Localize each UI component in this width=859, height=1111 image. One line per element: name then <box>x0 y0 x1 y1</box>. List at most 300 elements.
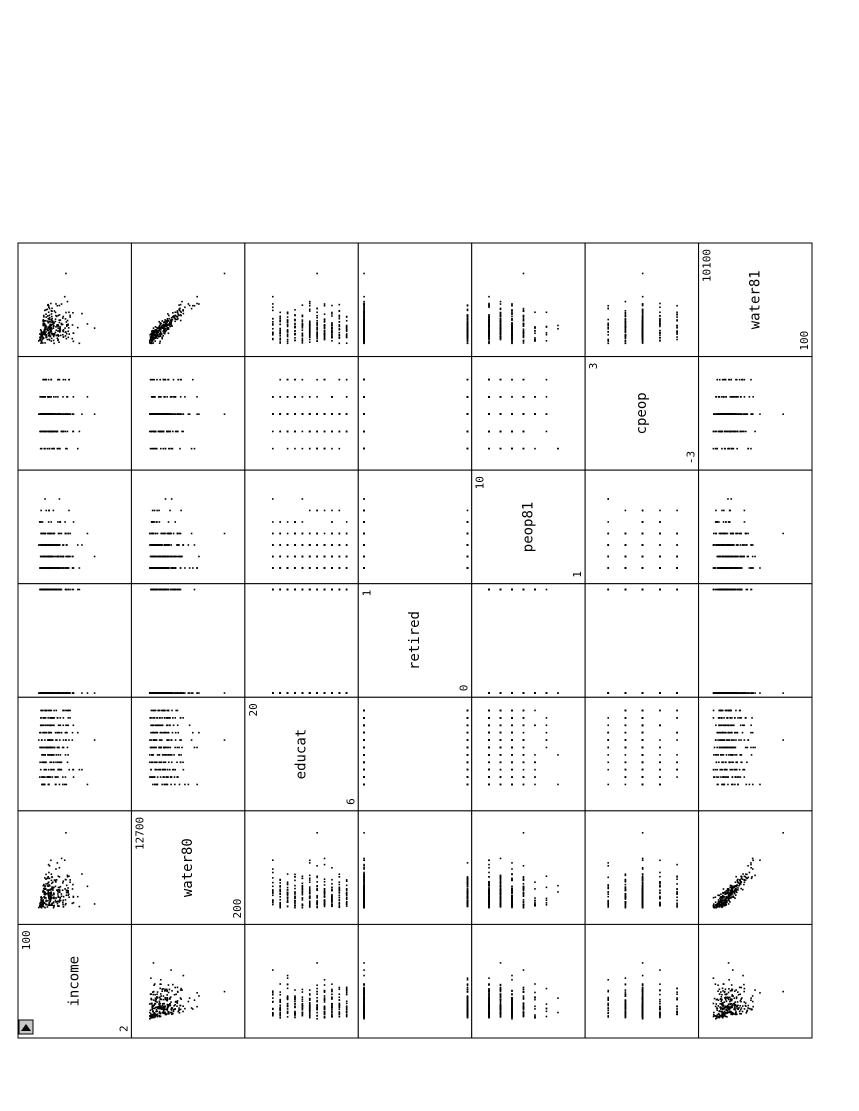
data-point <box>164 333 166 335</box>
matrix-cell <box>585 924 698 1038</box>
data-point <box>157 335 159 337</box>
data-point <box>331 332 333 334</box>
data-point <box>192 305 194 307</box>
data-point <box>44 448 46 450</box>
matrix-cell <box>245 243 358 357</box>
data-point <box>625 533 627 535</box>
data-point <box>729 431 731 433</box>
data-point <box>467 338 469 340</box>
data-point <box>309 305 311 307</box>
data-point <box>316 331 318 333</box>
data-point <box>51 589 53 591</box>
data-point <box>47 533 49 535</box>
data-point <box>324 556 326 558</box>
data-point <box>642 317 644 319</box>
data-point <box>467 341 469 343</box>
data-point <box>534 326 536 328</box>
data-point <box>738 413 740 415</box>
data-point <box>642 331 644 333</box>
data-point <box>157 533 159 535</box>
data-point <box>175 431 177 433</box>
data-point <box>346 413 348 415</box>
data-point <box>534 332 536 334</box>
data-point <box>272 306 274 308</box>
data-point <box>744 521 746 523</box>
data-point <box>718 521 720 523</box>
data-point <box>625 326 627 328</box>
data-point <box>739 431 741 433</box>
data-point <box>152 396 154 398</box>
data-point <box>625 312 627 314</box>
data-point <box>749 567 751 569</box>
data-point <box>72 338 74 340</box>
data-point <box>523 325 525 327</box>
data-point <box>159 326 161 328</box>
data-point <box>642 327 644 329</box>
data-point <box>676 305 678 307</box>
data-point <box>659 334 661 336</box>
data-point <box>53 396 55 398</box>
data-point <box>151 331 153 333</box>
data-point <box>177 310 179 312</box>
data-point <box>67 337 69 339</box>
data-point <box>363 296 365 298</box>
data-point <box>607 323 609 325</box>
data-point <box>161 431 163 433</box>
data-point <box>721 448 723 450</box>
data-point <box>607 340 609 342</box>
data-point <box>68 379 70 381</box>
data-point <box>196 296 198 298</box>
data-point <box>363 379 365 381</box>
data-point <box>747 533 749 535</box>
data-point <box>625 310 627 312</box>
data-point <box>48 339 50 341</box>
data-point <box>160 324 162 326</box>
data-point <box>725 396 727 398</box>
data-point <box>309 325 311 327</box>
data-point <box>607 339 609 341</box>
data-point <box>51 316 53 318</box>
variable-label: water80 <box>180 838 197 898</box>
data-point <box>158 396 160 398</box>
data-point <box>316 567 318 569</box>
data-point <box>331 396 333 398</box>
data-point <box>272 533 274 535</box>
data-point <box>64 413 66 415</box>
data-point <box>67 533 69 535</box>
data-point <box>224 413 226 415</box>
data-point <box>511 309 513 311</box>
data-point <box>61 533 63 535</box>
data-point <box>79 431 81 433</box>
data-point <box>156 510 158 512</box>
data-point <box>729 379 731 381</box>
data-point <box>169 431 171 433</box>
data-point <box>720 431 722 433</box>
data-point <box>184 396 186 398</box>
data-point <box>175 567 177 569</box>
data-point <box>168 556 170 558</box>
data-point <box>272 333 274 335</box>
data-point <box>309 330 311 332</box>
data-point <box>745 413 747 415</box>
data-point <box>66 448 68 450</box>
data-point <box>740 533 742 535</box>
data-point <box>45 334 47 336</box>
data-point <box>339 337 341 339</box>
data-point <box>41 533 43 535</box>
data-point <box>467 321 469 323</box>
data-point <box>153 379 155 381</box>
data-point <box>736 533 738 535</box>
data-point <box>57 567 59 569</box>
data-point <box>161 320 163 322</box>
data-point <box>272 413 274 415</box>
data-point <box>316 448 318 450</box>
data-point <box>184 567 186 569</box>
data-point <box>488 315 490 317</box>
data-point <box>46 326 48 328</box>
data-point <box>287 322 289 324</box>
data-point <box>196 413 198 415</box>
data-point <box>160 567 162 569</box>
data-point <box>149 533 151 535</box>
data-point <box>166 323 168 325</box>
data-point <box>43 544 45 546</box>
data-point <box>42 319 44 321</box>
data-point <box>149 544 151 546</box>
data-point <box>523 308 525 310</box>
matrix-cell <box>131 584 244 698</box>
data-point <box>287 413 289 415</box>
data-point <box>45 544 47 546</box>
data-point <box>62 316 64 318</box>
variable-min-label: 200 <box>230 898 244 919</box>
matrix-cell <box>585 584 698 698</box>
data-point <box>178 304 180 306</box>
data-point <box>66 333 68 335</box>
data-point <box>309 337 311 339</box>
data-point <box>642 556 644 558</box>
data-point <box>87 533 89 535</box>
data-point <box>488 324 490 326</box>
data-point <box>331 327 333 329</box>
data-point <box>747 448 749 450</box>
data-point <box>153 413 155 415</box>
data-point <box>511 327 513 329</box>
data-point <box>309 556 311 558</box>
data-point <box>725 521 727 523</box>
data-point <box>53 533 55 535</box>
data-point <box>52 321 54 323</box>
data-point <box>625 510 627 512</box>
data-point <box>64 296 66 298</box>
data-point <box>363 327 365 329</box>
data-point <box>488 317 490 319</box>
data-point <box>45 313 47 315</box>
data-point <box>53 448 55 450</box>
data-point <box>346 320 348 322</box>
data-point <box>309 413 311 415</box>
data-point <box>676 336 678 338</box>
data-point <box>324 321 326 323</box>
data-point <box>309 310 311 312</box>
data-point <box>171 448 173 450</box>
data-point <box>642 510 644 512</box>
data-point <box>339 343 341 345</box>
data-point <box>150 339 152 341</box>
data-point <box>546 326 548 328</box>
data-point <box>659 544 661 546</box>
data-point <box>57 330 59 332</box>
data-point <box>363 342 365 344</box>
data-point <box>467 533 469 535</box>
data-point <box>659 315 661 317</box>
data-point <box>728 413 730 415</box>
data-point <box>164 379 166 381</box>
data-point <box>157 333 159 335</box>
data-point <box>743 431 745 433</box>
data-point <box>72 324 74 326</box>
data-point <box>155 556 157 558</box>
data-point <box>171 498 173 500</box>
data-point <box>46 328 48 330</box>
data-point <box>173 379 175 381</box>
data-point <box>67 396 69 398</box>
matrix-cell <box>358 243 471 357</box>
data-point <box>720 533 722 535</box>
data-point <box>500 312 502 314</box>
data-point <box>279 335 281 337</box>
data-point <box>287 324 289 326</box>
data-point <box>161 413 163 415</box>
data-point <box>363 303 365 305</box>
data-point <box>198 413 200 415</box>
data-point <box>51 556 53 558</box>
data-point <box>730 533 732 535</box>
data-point <box>625 331 627 333</box>
data-point <box>715 510 717 512</box>
data-point <box>733 533 735 535</box>
data-point <box>159 521 161 523</box>
data-point <box>759 567 761 569</box>
data-point <box>467 342 469 344</box>
data-point <box>40 510 42 512</box>
matrix-cell <box>245 811 358 925</box>
data-point <box>339 324 341 326</box>
data-point <box>339 316 341 318</box>
data-point <box>346 396 348 398</box>
data-point <box>713 431 715 433</box>
data-point <box>191 308 193 310</box>
data-point <box>69 589 71 591</box>
data-point <box>51 379 53 381</box>
data-point <box>69 556 71 558</box>
data-point <box>725 556 727 558</box>
data-point <box>174 521 176 523</box>
data-point <box>57 334 59 336</box>
data-point <box>153 327 155 329</box>
data-point <box>153 338 155 340</box>
data-point <box>316 431 318 433</box>
data-point <box>488 339 490 341</box>
data-point <box>272 556 274 558</box>
data-point <box>287 341 289 343</box>
data-point <box>346 521 348 523</box>
data-point <box>73 431 75 433</box>
data-point <box>324 567 326 569</box>
data-point <box>161 533 163 535</box>
data-point <box>729 521 731 523</box>
data-point <box>188 544 190 546</box>
data-point <box>272 303 274 305</box>
data-point <box>155 448 157 450</box>
data-point <box>48 396 50 398</box>
data-point <box>194 544 196 546</box>
data-point <box>68 333 70 335</box>
data-point <box>69 315 71 317</box>
data-point <box>642 296 644 298</box>
data-point <box>188 303 190 305</box>
data-point <box>159 413 161 415</box>
data-point <box>59 589 61 591</box>
data-point <box>500 413 502 415</box>
data-point <box>73 332 75 334</box>
data-point <box>488 342 490 344</box>
data-point <box>717 556 719 558</box>
data-point <box>176 413 178 415</box>
data-point <box>51 308 53 310</box>
data-point <box>152 330 154 332</box>
data-point <box>725 379 727 381</box>
data-point <box>302 498 304 500</box>
data-point <box>316 326 318 328</box>
data-point <box>721 510 723 512</box>
data-point <box>279 413 281 415</box>
data-point <box>73 521 75 523</box>
data-point <box>523 379 525 381</box>
data-point <box>732 413 734 415</box>
data-point <box>511 342 513 344</box>
data-point <box>42 521 44 523</box>
data-point <box>752 556 754 558</box>
data-point <box>339 318 341 320</box>
data-point <box>728 567 730 569</box>
variable-max-label: 3 <box>587 362 601 370</box>
data-point <box>47 330 49 332</box>
data-point <box>316 315 318 317</box>
data-point <box>500 318 502 320</box>
data-point <box>740 544 742 546</box>
data-point <box>72 556 74 558</box>
data-point <box>69 316 71 318</box>
variable-label: retired <box>407 610 423 671</box>
data-point <box>57 431 59 433</box>
data-point <box>180 320 182 322</box>
data-point <box>47 544 49 546</box>
data-point <box>363 273 365 275</box>
data-point <box>287 533 289 535</box>
data-point <box>164 396 166 398</box>
matrix-cell <box>699 584 812 698</box>
data-point <box>363 521 365 523</box>
data-point <box>42 339 44 341</box>
data-point <box>363 567 365 569</box>
data-point <box>728 544 730 546</box>
data-point <box>279 312 281 314</box>
data-point <box>511 448 513 450</box>
data-point <box>523 323 525 325</box>
data-point <box>302 335 304 337</box>
data-point <box>467 315 469 317</box>
data-point <box>48 332 50 334</box>
data-point <box>178 544 180 546</box>
data-point <box>51 338 53 340</box>
data-point <box>62 556 64 558</box>
matrix-cell <box>585 470 698 584</box>
data-point <box>163 556 165 558</box>
data-point <box>740 567 742 569</box>
data-point <box>65 556 67 558</box>
data-point <box>154 521 156 523</box>
data-point <box>316 556 318 558</box>
data-point <box>53 567 55 569</box>
matrix-cell <box>131 697 244 811</box>
data-point <box>741 556 743 558</box>
data-point <box>744 396 746 398</box>
data-point <box>739 379 741 381</box>
data-point <box>523 342 525 344</box>
data-point <box>467 567 469 569</box>
data-point <box>168 379 170 381</box>
data-point <box>713 544 715 546</box>
data-point <box>735 556 737 558</box>
data-point <box>165 498 167 500</box>
data-point <box>302 325 304 327</box>
data-point <box>546 413 548 415</box>
data-point <box>149 567 151 569</box>
data-point <box>81 413 83 415</box>
data-point <box>287 316 289 318</box>
data-point <box>715 431 717 433</box>
data-point <box>42 333 44 335</box>
data-point <box>87 396 89 398</box>
data-point <box>294 533 296 535</box>
data-point <box>166 396 168 398</box>
data-point <box>729 396 731 398</box>
data-point <box>523 337 525 339</box>
data-point <box>55 692 57 694</box>
data-point <box>294 319 296 321</box>
data-point <box>302 338 304 340</box>
data-point <box>324 324 326 326</box>
data-point <box>659 319 661 321</box>
data-point <box>279 533 281 535</box>
data-point <box>488 296 490 298</box>
data-point <box>63 336 65 338</box>
data-point <box>745 431 747 433</box>
variable-label: water81 <box>747 270 764 330</box>
data-point <box>546 334 548 336</box>
data-point <box>724 567 726 569</box>
data-point <box>324 379 326 381</box>
data-point <box>161 544 163 546</box>
data-point <box>316 273 318 275</box>
data-point <box>279 521 281 523</box>
data-point <box>659 303 661 305</box>
data-point <box>488 331 490 333</box>
